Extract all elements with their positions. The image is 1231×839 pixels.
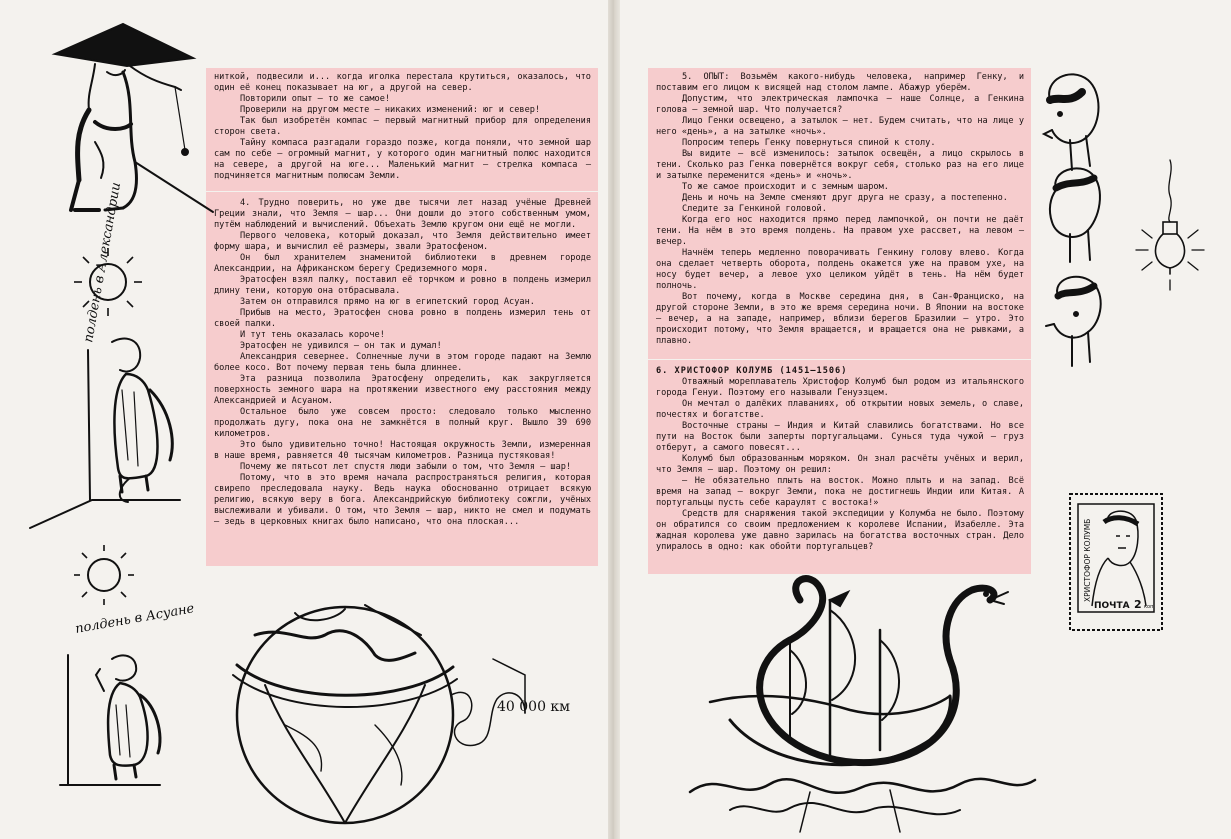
caption-globe-length: 40 000 км (497, 699, 571, 715)
columbus-postage-stamp (1068, 492, 1164, 632)
experiment-paragraph: Допустим, что электрическая лампочка — наше Солнце, а Генкина голова — земной шар. Что получается? (656, 94, 1024, 115)
genka-heads-illustration (1030, 70, 1120, 380)
caption-alexandria: полдень в Александрии (81, 181, 125, 344)
experiment-paragraph: То же самое происходит и с земным шаром. (682, 182, 889, 192)
text-block-columbus (648, 360, 1031, 574)
eratosthenes-paragraph: Остальное было уже совсем просто: следовало только мысленно продолжать дугу, пока она не замкнётся в полный круг. Вышло 39 690 километров. (214, 407, 591, 439)
eratosthenes-paragraph: И тут тень оказалась короче! (240, 330, 385, 340)
columbus-paragraph: Восточные страны — Индия и Китай славились богатствами. Но все пути на Восток были заперты португальцами. Сунься туда чужой — груз отберут, а самого повесят... (656, 421, 1024, 453)
section-title-columbus: 6. ХРИСТОФОР КОЛУМБ (1451—1506) (656, 366, 848, 376)
caption-aswan: полдень в Асуане (74, 601, 196, 637)
eratosthenes-paragraph: Это было удивительно точно! Настоящая окружность Земли, измеренная в наше время, равняется 40 тысячам километров. Разница пустяковая! (214, 440, 591, 461)
experiment-paragraph: Лицо Генки освещено, а затылок — нет. Будем считать, что на лице у него «день», а на затылке «ночь». (656, 116, 1024, 137)
experiment-paragraph: Вот почему, когда в Москве середина дня, в Сан-Франциско, на другой стороне Земли, в это же время середина ночи. В Японии на востоке — вечер, а на западе, например, вблизи берегов Бразилии — утро. Это происходит потому, что Земля вращается, и вращается она не рывками, а плавно. (656, 292, 1024, 346)
experiment-paragraph: Когда его нос находится прямо перед лампочкой, он почти не даёт тени. На нём в это время полдень. На правом ухе рассвет, на левом — вечер. (656, 215, 1024, 247)
eratosthenes-paragraph: 4. Трудно поверить, но уже две тысячи лет назад учёные Древней Греции знали, что Земля — шар... Они дошли до этого собственным умом, путём наблюдений и вычислений. Объехать Землю кругом они ещё не могли. (214, 198, 591, 230)
experiment-paragraph: Следите за Генкиной головой. (682, 204, 827, 214)
columbus-paragraph: Средств для снаряжения такой экспедиции у Колумба не было. Поэтому он обратился со своим предложением к королеве Испании, Изабелле. Эта жадная королева уже давно зарилась на богатства восточных стран. Дело упиралось в одно: как обойти португальцев? (656, 509, 1024, 552)
eratosthenes-figure-2 (60, 645, 170, 790)
ship-sea-serpent-illustration (690, 570, 1035, 835)
sun-aswan-illustration (60, 545, 196, 645)
columbus-paragraph: Отважный мореплаватель Христофор Колумб был родом из итальянского города Генуи. Поэтому его называли Генуэзцем. (656, 377, 1024, 398)
stamp-side-text: ХРИСТОФОР КОЛУМБ (1083, 518, 1092, 602)
hanging-lightbulb-illustration (1130, 160, 1210, 300)
chinese-man-compass-illustration (35, 12, 215, 222)
compass-paragraph: Повторили опыт — то же самое! (240, 94, 391, 104)
book-gutter (608, 0, 620, 839)
eratosthenes-paragraph: Эратосфен взял палку, поставил её торчком и ровно в полдень измерил длину тени, которую она отбрасывала. (214, 275, 591, 296)
experiment-paragraph: День и ночь на Земле сменяют друг друга не сразу, а постепенно. (682, 193, 1008, 203)
compass-paragraph: Так был изобретён компас — первый магнитный прибор для определения сторон света. (214, 116, 591, 137)
compass-paragraph: Проверили на другом месте — никаких изменений: юг и север! (240, 105, 541, 115)
compass-paragraph: ниткой, подвесили и... когда иголка перестала крутиться, оказалось, что один её конец показывает на юг, а другой на север. (214, 72, 591, 93)
eratosthenes-paragraph: Прибыв на место, Эратосфен снова ровно в полдень измерил тень от своей палки. (214, 308, 591, 329)
experiment-paragraph: Попросим теперь Генку повернуться спиной к столу. (682, 138, 936, 148)
eratosthenes-paragraph: Он был хранителем знаменитой библиотеки в древнем городе Александрии, на Африканском берегу Средиземного моря. (214, 253, 591, 274)
stamp-value: 2 (1134, 598, 1142, 611)
eratosthenes-paragraph: Первого человека, который доказал, что Земля действительно имеет форму шара, и вычислил её размеры, звали Эратосфеном. (214, 231, 591, 252)
eratosthenes-paragraph: Затем он отправился прямо на юг в египетский город Асуан. (240, 297, 535, 307)
globe-tape-measure-illustration (225, 595, 595, 830)
eratosthenes-paragraph: Эта разница позволила Эратосфену определить, как закругляется поверхность земного шара на протяжении известного ему расстояния между Александрией и Асуаном. (214, 374, 591, 406)
columbus-paragraph: Колумб был образованным моряком. Он знал расчёты учёных и верил, что Земля — шар. Поэтому он решил: (656, 454, 1024, 475)
experiment-paragraph: 5. ОПЫТ: Возьмём какого-нибудь человека, например Генку, и поставим его лицом к висящей над столом лампе. Абажур уберём. (656, 72, 1024, 93)
columbus-paragraph: — Не обязательно плыть на восток. Можно плыть и на запад. Всё время на запад — вокруг Земли, пока не достигнешь Индии или Китая. А португальцы пусть себе караулят с востока!» (656, 476, 1024, 508)
text-block-compass (206, 68, 598, 191)
text-block-experiment (648, 68, 1031, 359)
stamp-value-unit: коп (1144, 604, 1154, 610)
eratosthenes-paragraph: Александрия севернее. Солнечные лучи в этом городе падают на Землю более косо. Вот почему первая тень была длиннее. (214, 352, 591, 373)
eratosthenes-paragraph: Потому, что в это время начала распространяться религия, которая свирепо преследовала науку. Ведь наука обоснованно отрицает всякую религию, всякую веру в бога. Александрийскую библиотеку сожгли, учёных выслеживали и убивали. О том, что Земля — шар, никто не смел и подумать — зедь в церковных книгах было написано, что она плоская... (214, 473, 591, 527)
eratosthenes-paragraph: Почему же пятьсот лет спустя люди забыли о том, что Земля — шар! (240, 462, 572, 472)
experiment-paragraph: Начнём теперь медленно поворачивать Генкину голову влево. Когда она сделает четверть оборота, полдень окажется уже на правом ухе, на носу будет вечер, а левое ухо целиком уйдёт в тень. На нём будет полночь. (656, 248, 1024, 291)
experiment-paragraph: Вы видите — всё изменилось: затылок освещён, а лицо скрылось в тени. Сколько раз Генка повернётся вокруг себя, столько раз на его лице и затылке переменится «день» и «ночь». (656, 149, 1024, 181)
eratosthenes-paragraph: Эратосфен не удивился — он так и думал! (240, 341, 442, 351)
text-block-eratosthenes (206, 192, 598, 566)
columbus-paragraph: Он мечтал о далёких плаваниях, об открытии новых земель, о славе, почестях и богатстве. (656, 399, 1024, 420)
eratosthenes-figure-1 (30, 330, 180, 530)
stamp-bottom-text: ПОЧТА (1094, 601, 1130, 611)
compass-paragraph: Тайну компаса разгадали гораздо позже, когда поняли, что земной шар сам по себе — огромный магнит, у которого один магнитный полюс находится на севере, а другой на юге... Маленький магнит — стрелка компаса — подчиняется магнитным полюсам Земли. (214, 138, 591, 181)
